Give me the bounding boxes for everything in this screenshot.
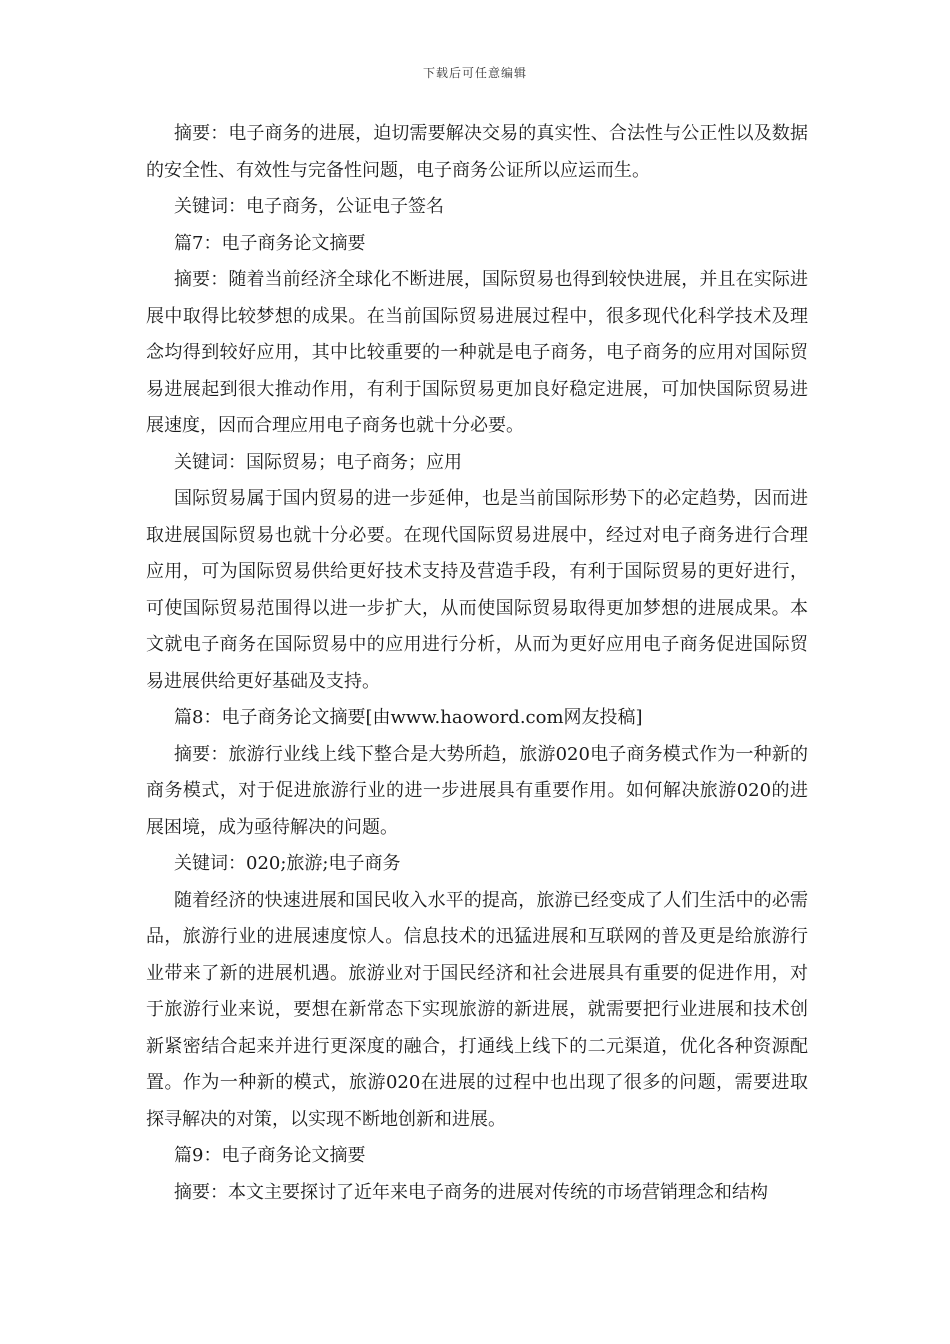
paragraph-abstract-tourism: 摘要：旅游行业线上线下整合是大势所趋，旅游020电子商务模式作为一种新的商务模式，对于促进旅游行业的进一步进展具有重要作用。如何解决旅游020的进展困境，成为亟待解决的问题。 (146, 743, 808, 838)
document-body (146, 116, 808, 1211)
paragraph-keywords-tourism: 关键词：020;旅游;电子商务 (174, 853, 401, 874)
paragraph-intro-trade: 国际贸易属于国内贸易的进一步延伸，也是当前国际形势下的必定趋势，因而进取进展国际贸易也就十分必要。在现代国际贸易进展中，经过对电子商务进行合理应用，可为国际贸易供给更好技术支持及营造手段，有利于国际贸易的更好进行，可使国际贸易范围得以进一步扩大，从而使国际贸易取得更加梦想的进展成果。本文就电子商务在国际贸易中的应用进行分析，从而为更好应用电子商务促进国际贸易进展供给更好基础及支持。 (146, 488, 808, 692)
section-heading-8: 篇8：电子商务论文摘要[由www.haoword.com网友投稿] (174, 707, 643, 728)
paragraph-intro-tourism: 随着经济的快速进展和国民收入水平的提高，旅游已经变成了人们生活中的必需品，旅游行业的进展速度惊人。信息技术的迅猛进展和互联网的普及更是给旅游行业带来了新的进展机遇。旅游业对于国民经济和社会进展具有重要的促进作用，对于旅游行业来说，要想在新常态下实现旅游的新进展，就需要把行业进展和技术创新紧密结合起来并进行更深度的融合，打通线上线下的二元渠道，优化各种资源配置。作为一种新的模式，旅游020在进展的过程中也出现了很多的问题，需要进取探寻解决的对策，以实现不断地创新和进展。 (146, 889, 808, 1130)
paragraph-abstract-notary: 摘要：电子商务的进展，迫切需要解决交易的真实性、合法性与公正性以及数据的安全性、有效性与完备性问题，电子商务公证所以应运而生。 (146, 123, 808, 181)
paragraph-keywords-trade: 关键词：国际贸易；电子商务；应用 (174, 451, 462, 473)
section-heading-7: 篇7：电子商务论文摘要 (174, 232, 366, 254)
section-heading-9: 篇9：电子商务论文摘要 (174, 1145, 366, 1166)
paragraph-abstract-marketing: 摘要：本文主要探讨了近年来电子商务的进展对传统的市场营销理念和结构 (174, 1181, 768, 1203)
paragraph-keywords-notary: 关键词：电子商务，公证电子签名 (174, 196, 444, 217)
paragraph-abstract-trade: 摘要：随着当前经济全球化不断进展，国际贸易也得到较快进展，并且在实际进展中取得比较梦想的成果。在当前国际贸易进展过程中，很多现代化科学技术及理念均得到较好应用，其中比较重要的一种就是电子商务，电子商务的应用对国际贸易进展起到很大推动作用，有利于国际贸易更加良好稳定进展，可加快国际贸易进展速度，因而合理应用电子商务也就十分必要。 (146, 269, 808, 436)
page-header-note: 下载后可任意编辑 (422, 66, 527, 80)
